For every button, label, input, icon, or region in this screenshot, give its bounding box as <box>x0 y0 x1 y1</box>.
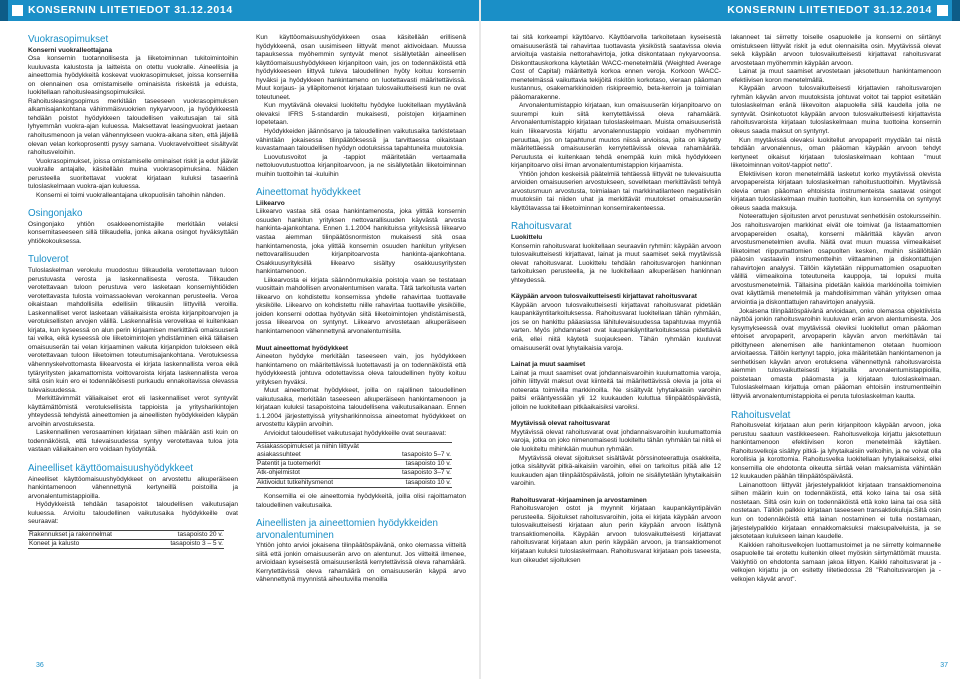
table-cell-value: tasapoisto 10 v. <box>401 478 452 487</box>
subheading-lainat: Lainat ja muut saamiset <box>511 361 586 369</box>
subheading-myytavissa: Myytävissä olevat rahoitusvarat <box>511 420 610 428</box>
paragraph: Efektiivisen koron menetelmällä lasketut korko myytävissä olevista arvopapereista kirjataan tuloslaskelman rahoitustuottoihin. Myytävissä olevia oman pääoman ehtoisista instrumenteista saatavat osingot kirjataan tuloslaskelmaan muihin tuottoihin, kun konsernilla on syntynyt oikeus saada maksuja. <box>731 170 941 212</box>
header-right-title: KONSERNIN LIITETIEDOT 31.12.2014 <box>727 4 932 16</box>
paragraph: Hyödykkeistä tehdään tasapoistot taloudellisen vaikutusajan kuluessa. Arvioitu taloudellinen vaikutusaika hyödykkeille ovat seuraavat: <box>28 501 238 526</box>
subheading-liikearvo: Liikearvo <box>256 199 285 207</box>
paragraph: Käypään arvoon tulosvaikutteisesti kirjattavien rahoitusvarojen ryhmän käyvän arvon muutoksista johtuvat voitot tai tappiot esitetään tuloslaskelman eränä liikevoiton alapuolella sillä kaudella jolla ne syntyvät. Osinkotuotot käypään arvoon tulosvaikutteisesti kirjattavista rahoitusvaroista kirjataan tuloslaskelmaan muina tuottoina konsernin oikeus saada maksut on syntynyt. <box>731 85 941 136</box>
page-spine <box>479 0 481 679</box>
paragraph: Jokaisena tilinpäätöspäivänä arvioidaan, onko olemassa objektiivista näyttöä jonkin rahoitusvaroihin kuuluvan erän arvon alentumisesta. Jos kysymykseessä ovat myytävissä oleviksi luokitellut oman pääoman ehtoiset arvopaperit, arvopaperin käyvän arvon merkittävän tai pitkittyneen alenemisen alle hankintamenon otetaan huomioon arvioitaessa. Tällöin kertynyt tappio, joka määritetään hankintamenon ja senhetkisen käyvän arvon erotuksena vähennettynä rahoitusvaroista aiemmin tulosvaikutteisesti kirjatuilla arvonalentumistappioilla, poistetaan omasta pääomasta ja kirjataan tuloslaskelmaan. Tuloslaskelmaan kirjattuja oman pääoman ehtoisiin instrumentteihin liittyviä arvonalentumistappioita ei peruta tuloslaskelman kautta. <box>731 307 941 400</box>
paragraph: Kun myytävänä olevaksi luokiteltu hyödyke luokitellaan myytävänä olevaksi IFRS 5-standardin mukaisesti, poistojen kirjaaminen lopetetaan. <box>256 102 466 127</box>
table-cell-label: Rakennukset ja rakennelmat <box>28 530 147 539</box>
header-right-square <box>937 5 948 16</box>
paragraph: Vuokrasopimukset, joissa omistamiselle ominaiset riskit ja edut jäävät vuokralle antajalle, käsitellään muina vuokrasopimuksina. Näiden perusteella suoritettavat vuokrat kirjataan kuluksi tasaerinä tuloslaskelmaan vuokra-ajan kuluessa. <box>28 157 238 191</box>
paragraph: Myytävissä olevat sijoitukset sisältävät pörssinoteerattuja osakkeita, jotka sisältyvät pitkä-aikaisiin varoihin, ellei on tarkoitus pitää alle 12 kuukauden ajan tilinpäätöspäivästä, jolloin ne sisällytetään lyhytaikaisiin varoihin. <box>511 454 721 488</box>
table-cell-value: tasapoisto 3–7 v. <box>401 469 451 477</box>
table-row <box>256 469 452 478</box>
paragraph: Lainat ja muut saamiset ovat johdannaisvaroihin kuulumattomia varoja, joihin liittyvät maksut ovat kiinteitä tai määritettävissä olevia ja joita ei noteerata toimivilla markkinoilla. Ne sisältyvät lyhytaikaisiin varoihin paitsi erääntyessään yli 12 kuukauden kuluttua tilinpäätöspäivästä, jolloin ne luokitellaan pitkäaikaisiksi varoiksi. <box>511 369 721 411</box>
paragraph: Konsernilla ei ole aineettomia hyödykkeitä, joilla olisi rajoittamaton taloudellinen vaikutusaika. <box>256 493 466 509</box>
paragraph: Yhtiön johdon keskeisiä päätelmiä tehtäessä liittyvät ne tulevaisuutta arvioiden omaisuuserien arvostukseen, sovelletaan merkittävästi tehtyä arvostusmuun arvostusta, toimialaan tai markkinatilanteen negatiivisiin muutoksiin tai niiden uhat ja merkittävät muutokset omaisuuserän käyttötavassa tai liiketoiminnan konsernirakenteessa. <box>511 170 721 212</box>
table-cell-label: Patentit ja tuotemerkit <box>256 460 401 469</box>
paragraph: Noteerattujen sijoitusten arvot perustuvat senhetkisiin ostokursseihin. Jos rahoitusvarojen markkinat eivät ole toimivat (ja listaamattomien arvopapereiden osalta), konserni määrittää käyvän arvon arvostusmenetelmien avulla. Näitä ovat muun muassa viimeaikaiset liiketoimet riippumattomien osapuolten kesken, muihin sisällöltään pääosin vastaaviin instrumentteihin viittaaminen ja diskontattujen rahavirtojen analyysi. Tällöin käytetään niippumattomien osapuolten välillä viimeaikoina toteutuneita kauppoja, tai lopuksi muita arvostusmenetelmiä. Tällaisina pidetään kaikkia markkinoilla toimivien ovat käyttämiä menetelmiä ja mahdollisimman vähän yrityksen omaa arviointia ja diskonttattujen rahavirtojen analyysiä. <box>731 213 941 306</box>
paragraph: Osa konsernin tuotannollisesta ja liiketoiminnan tukitoimintoihin kuuluvasta kalustosta ja laitteista on otettu vuokralle. Aineellisia ja aineettomia hyödykkeitä koskevat vuokrasopimukset, joissa konsernilla on olennainen osa omistamiselle ominaisista riskeistä ja eduista, luokitellaan rahoitusleasingsopimuksiksi. <box>28 55 238 97</box>
table-row <box>256 442 452 460</box>
subheading-luokittelu: Luokittelu <box>511 233 543 241</box>
paragraph: Kaikkien rahoitusvelkojen luottamustoimet ja ne siirretty kolmannelle osapuolelle tai erotettu kuitenkin olleet myöskin siirtymättömät muusta. Vakiyhtiö on ehdotonta samaan jakoa liittyen. Kaikki rahoitusvarat ja -velkojen kirjattu ja on esitetty liitetiedossa 28 "Rahoitusvarojen ja -velkojen käyvät arvot". <box>731 541 941 583</box>
header-left <box>0 0 479 21</box>
paragraph: Rahoitusvelat kirjataan alun perin kirjanpitoon käypään arvoon, joka perustuu saatuun vastikkeeseen. Rahoitusvelkoja kirjattu jaksotettuun hankintamenoon efektiivisen koron menetelmää käyttäen. Rahoitusvelkoja sisältyy pitkä- ja lyhytaikaisiin velkoihin, ja ne voivat olla korollisia ja korottomia. Rahoitusvelka luokitellaan lyhytaikaiseksi, ellei konsernilla ole ehdotonta oikeutta siirtää velan maksamista vähintään 12 kuukauden päähän tilinpäätöspäivästä. <box>731 422 941 481</box>
paragraph: Lainat ja muut saamiset arvostetaan jaksotettuun hankintamenoon efektiivisen koron menetelmällä. <box>731 68 941 84</box>
header-left-title: KONSERNIN LIITETIEDOT 31.12.2014 <box>28 4 233 16</box>
heading-arvonalentuminen: Aineellisten ja aineettomien hyödykkeiden arvonalentuminen <box>256 518 438 541</box>
heading-rahoitusvarat: Rahoitusvarat <box>511 221 572 233</box>
paragraph: tai sitä korkeampi käyttöarvo. Käyttöarvolla tarkoitetaan kyseisestä omaisuuserästä tai rahavirtaa tuottavasta yksiköstä saatavissa olevia arvioituja vastaisia nettorahavirtoja, jotka diskontataan nykyarvoonsa. Diskonttauskorkona käytetään WACC-menetelmällä (Weighted Average Cost of Capital) määritettyä korkoa ennen veroja. Korkoon WACC-menetelmässä vaikuttavia tekijöitä riskitön korkotaso, vieraan pääoman kustannus, osakemarkkinoiden riskipreemio, beta-kerroin ja toimialan pääomarakenne. <box>511 34 721 101</box>
table-cell-value: tasapoisto 3 – 5 v. <box>147 540 224 549</box>
page-number-left: 36 <box>36 662 44 669</box>
heading-aineettomat: Aineettomat hyödykkeet <box>256 187 361 199</box>
paragraph: Konserni ei toimi vuokralleantajana ulkopuolisiin tahoihin nähden. <box>36 191 226 199</box>
paragraph: Arvonalentumistappio kirjataan, kun omaisuuserän kirjanpitoarvo on suurempi kuin siitä kerrytettävissä oleva rahamäärä. Arvonalentumistappio kirjataan tuloslaskelmaan. Muista omaisuuseristä kuin liikearvosta kirjattu arvonalennustappio voidaan myöhemmin peruuttaa, jos on tapahtunut muutos niissä arvioissa, joita on käytetty määritettäessä omaisuuserän kerrytettävissä olevaa rahamäärää. Peruutusta ei kuitenkaan tehdä enempää kuin mikä hyödykkeen kirjanpitoarvo olisi ilman arvonalentumistappion kirjaamista. <box>511 102 721 170</box>
table-cell-value: tasapoisto 5–7 v. <box>401 442 452 460</box>
paragraph: Lainanottoon liittyvät järjestelypalkkiot kirjataan transaktiomenoina siihen määrin kuin on todennäköistä, että koko laina tai osa siitä nostetaan. Siltä osin kuin on todennäköistä että koko laina tai osa siitä nostetaan. Tällöin palkkio kirjataan taseeseen transaktiokuluja.Siltä osin kun on todennäköistä että lainan nostaminen ei tulla nostamaan, järjestelypalkkio kirjataan ennakkomaksuksi maksupalveluista, ja se jaksotetaan kulukseen lainan kaudelle. <box>731 481 941 541</box>
paragraph: Tuloslaskelman verokulu muodostuu tilikaudella verotettavaan tuloon perustuvasta verosta ja laskennallisesta verosta. Tilikauden verotettavaan tuloon perustuva vero lasketaan konserniyhtiöiden verotettavasta tulosta voimassaolevan verokannan perusteella. Veroa oikaistaan mahdollisilla edellisiin tilikausiin liittyvillä veroilla. Laskennalliset verot lasketaan väliaikaisista eroista kirjanpitoarvojen ja verotuksellisten arvojen välillä. Laskennallisia verovelkaa ei kuitenkaan kirjata, kun kyseessä on alun perin kirjaamisen merkittävä omaisuuserä tai velka, eikä kyseessä ole liiketoimintojen yhdistäminen eikä tällaisen omaisuuserän tai velan kirjaaminen vaikuta kirjanpidon tulokseen eikä verotettavaan tuloon liiketoimen toteutumisajankohtana. Verotuksessa vähennyskelvottomasta liikearvosta ei kirjata laskennallista veroa eikä tytäryritysten jakamattomista voittovaroista kirjata laskennallista veroa siltä osin kuin ero ei todennäköisesti purkaudu ennakoitavissa olevassa tulevaisuudessa. <box>28 266 238 394</box>
table-cell-label: Aktivoidut tutkehitysmenot <box>256 478 401 487</box>
depreciation-table-tangible <box>28 530 224 550</box>
column-1 <box>28 34 238 554</box>
paragraph: Konsernin rahoitusvarat luokitellaan seuraaviin ryhmiin: käypään arvoon tulosvaikutteisesti kirjattavat, lainat ja muut saamiset sekä myytävissä olevat rahoitusvarat. Luokittelu tehdään rahoitusvarojen hankinnan tarkoituksen perusteella, ja ne luokitellaan alkuperäisen hankinnan yhteydessä. <box>511 242 721 284</box>
page-number-right: 37 <box>940 662 948 669</box>
table-row <box>28 530 224 539</box>
table-cell-label: Atk-ohjelmistot <box>256 469 401 478</box>
heading-aineelliset: Aineelliset käyttöomaisuushyödykkeet <box>28 463 194 475</box>
table-row <box>28 540 224 549</box>
paragraph: Laskennallinen verosaaminen kirjataan siihen määrään asti kuin on todennäköistä, että tulevaisuudessa syntyy verotettavaa tuloa jota vastaan väliaikainen ero voidaan hyödyntää. <box>28 429 238 454</box>
header-right <box>481 0 960 21</box>
subheading-muut-aineettomat: Muut aineettomat hyödykkeet <box>256 344 349 352</box>
paragraph: Muut aineettomat hyödykkeet, joilla on rajallinen taloudellinen vaikutusaika, merkitään taseeseen alkuperäiseen hankintamenoon ja kirjataan kuluksi tasapoistoina taloudellisena vaikutusaikanaan. Ennen 1.1.2004 järjestettyissä yritysharikinnoissa aineetomat hyödykkeet on arvostettu käypiin arvoihin. <box>256 387 466 429</box>
table-cell-value: tasapoisto 20 v. <box>147 530 224 539</box>
paragraph: Arvioidut taloudelliset vaikutusajat hyödykkeille ovat seuraavat: <box>264 430 447 438</box>
paragraph: Kun käyttöomaisuushyödykkeen osaa käsitellään erillisenä hyödykkeenä, osan uusimiseen liittyvät menot aktivoidaan. Muussa tapauksessa myöhemmin syntyvät menot sisällytetään aineellisen käyttöomaisuushyödykkeen kirjanpitoon vain, jos on todennäköistä että hyödykkeeseen liittyvä tuleva taloudellinen hyöty koituu konsernin hyväksi ja hyödykkeen hankintameno on luotettavasti määritettävissä. Muut korjaus- ja ylläpitomenot kirjataan tulosvaikutteisesti kun ne ovat toteutuneet. <box>256 34 466 101</box>
table-row <box>256 460 452 469</box>
column-2 <box>256 34 466 585</box>
table-cell-label: Asiakassopimukset ja niihin liittyvät asiakassuhteet <box>256 442 401 460</box>
paragraph: Aineeton hyödyke merkitään taseeseen vain, jos hyödykkeen hankintameno on määritettävissä luotettavasti ja on todennäköistä että hyödykkeestä johtuva odotettavissa oleva taloudellinen hyöty koituu yrityksen hyväksi. <box>256 353 466 386</box>
header-left-bar <box>0 0 8 21</box>
paragraph: Kun myytävissä olevaksi luokitellut arvopaperit myydään tai niistä tehdään arvonalennus, oman pääoman käypään arvoon tehdyt kertyneet oikaisut kirjataan tuloslaskelmaan kohtaan "muut liiketoiminnan voitot/-tappiot netto". <box>731 136 941 170</box>
table-row <box>256 478 452 487</box>
heading-tuloverot: Tuloverot <box>28 254 69 266</box>
column-3 <box>511 34 721 565</box>
header-left-square <box>12 5 23 16</box>
paragraph: lakanneet tai siirretty toiselle osapuolelle ja konserni on siirtänyt omistukseen liittyvät riskit ja edut olennaisilta osin. Myytävissä olevat sekä käypään arvoon tulosvaikutteisesti kirjattavat rahoitusvarat arvostetaan myöhemmin käypään arvoon. <box>731 34 941 67</box>
header-right-bar <box>952 0 960 21</box>
depreciation-table-intangible <box>256 442 452 488</box>
paragraph: Aineelliset käyttöomaisuushyödykkeet on arvostettu alkuperäiseen hankintamenoon vähennettynä kertyneillä poistoilla ja arvonalentumistappioilla. <box>28 475 238 500</box>
paragraph: Liikearvosta ei kirjata säännönmukaisia poistoja vaan se testataan vuosittain mahdollisen arvonalentumisen varalta. Tätä tarkoitusta varten liikearvo on kohdistettu konsernissa yhdelle rahavirtaa tuottavalle yksikölle. Liikearvo on kohdistettu niille rahavirtaa tuottaville yksiköille, joiden konserni odottaa hyötyvän siitä liiketoimintojen yhdistämisestä, jossa liikearvoa on syntynyt. Liikearvo arvostetaan alkuperäiseen hankintamenoon vähennettynä arvonalentumisilla. <box>256 276 466 335</box>
paragraph: Hyödykkeiden jäännösarvo ja taloudellinen vaikutusaika tarkistetaan vähintään jokaisessa tilinpäätöksessä ja tarvittaessa oikaistaan kuvastamaan taloudellisen hyödyn odotuksissa tapahtuneita muutoksia. <box>256 128 466 153</box>
paragraph: Liikearvo vastaa sitä osaa hankintamenosta, joka ylittää konsernin osuuden hankitun yrityksen nettovarallisuuden käyvästä arvosta hankinta-ajankohtana. Ennen 1.1.2004 hankituissa yrityksissä liikearvo vastaa aiemman tilinpäätösnormiston mukaisesti sitä osaa hankintamenosta, joka ylittää konsernin osuuden hankitun yrityksen nettovarallisuuden kirjanpitoarvosta hankinta-ajankohtana. Osakkuusyrityksillä liikearvo sisältyy osakkuusyritysten hankintamenoon. <box>256 208 466 276</box>
subheading-kaypaan-arvoon: Käypään arvoon tulosvaikutteisesti kirjattavat rahoitusvarat <box>511 293 697 301</box>
heading-rahoitusvelat: Rahoitusvelat <box>731 409 791 421</box>
column-4 <box>731 34 941 584</box>
paragraph: Osingonjako yhtiön osakkeenomistajille merkitään velaksi konsernitaseeseen sillä tilikaudella, jonka aikana osingot hyväksyttään yhtiökokouksessa. <box>28 220 238 245</box>
table-cell-label: Koneet ja kalusto <box>28 540 147 549</box>
paragraph: Luovutusvoitot ja -tappiot määritetään vertaamalla nettoluovutustuottoa kirjanpitoarvoon, ja ne sisällytetään liiketoiminnan muihin tuottoihin tai -kuluihin <box>256 153 466 178</box>
paragraph: Rahoitusvarojen ostot ja myynnit kirjataan kaupankäyntipäivän perusteella. Sijoitukset rahoitusvaroihin, joita ei kirjata käypään arvoon tulosvaikutteisesti kirjataan alun perin käypään arvoon lisättynä transaktiomenoilla. Käypään arvoon tulosvaikutteisesti kirjattavat rahoitusvarat kirjataan alun perin käypään arvoon, ja transaktiomenot kirjataan kuluksi tuloslaskelmaan. Rahoitusvarat kirjataan pois taseesta, kun oikeudet sijoituksen <box>511 505 721 564</box>
paragraph: Yhtiön johto arvioi jokaisena tilinpäätöspäivänä, onko olemassa viitteitä siitä että jonkin omaisuuserän arvo on alentunut. Jos viitteitä ilmenee, arvioidaan kyseisestä omaisuuserästä kerrytettävissä oleva rahamäärä. Kerrytettävissä oleva rahamäärä on omaisuuserän käypä arvo vähennettynä myynnistä aiheutuvilla menoilla <box>256 542 466 584</box>
paragraph: Merkittävimmät väliaikaiset erot eli laskennalliset verot syntyvät käyttämättömistä verotuksellisista tappioista ja yritysharikintojen yhteydessä tehdyistä aineettomien ja aineellisten hyödykkeiden käypän arvoihin arvostuksesta. <box>28 395 238 428</box>
subheading-vuokralleottajana: Konserni vuokralleottajana <box>28 46 113 54</box>
heading-vuokrasopimukset: Vuokrasopimukset <box>28 34 109 45</box>
table-cell-value: tasapoisto 10 v. <box>401 460 452 469</box>
subheading-kirjaaminen: Rahoitusvarat -kirjaaminen ja arvostaminen <box>511 496 647 504</box>
paragraph: Käypään arvoon tulosvaikutteisesti kirjattavat rahoitusvarat pidetään kaupankäyntitarkoituksessa. Rahoitusvarat luokitellaan tähän ryhmään, jos se on hankittu pääasiassa lähitulevaisuudessa tapahtuvaa myyntiä varten. Myös johdannaiset ovat kaupankäyntitarkoituksessa pidettäviä eriä, ellei niitä käytetä suojaukseen. Tähän ryhmään kuuluvat omaisuuserät ovat lyhytaikaisia varoja. <box>511 301 721 352</box>
heading-osingonjako: Osingonjako <box>28 208 83 220</box>
paragraph: Myytävissä olevat rahoitusvarat ovat johdannaisvaroihin kuulumattomia varoja, jotka on joko nimenomaisesti luokiteltu tähän ryhmään tai niitä ei ole luokiteltu mihinkään muuhun ryhmään. <box>511 428 721 454</box>
paragraph: Rahoitusleasingsopimus merkitään taseeseen vuokrasopimuksen alkamisajankohtana vähimmäisvuokrien nykyarvoon, ja hyödykkeestä tehdään poistot hyödykkeen taloudellisen vaikutusajan tai sitä lyhyemmän vuokra-ajan kuluessa. Maksettavat leasingvuokrat jaetaan rahoitusmenoon ja velan vähennykseen vuokra-aikana siten, että jäljellä olevan velan korkoprosentti pysyy samana. Vuokravelvoitteet sisältyvät rahoitusveloihin. <box>28 97 238 157</box>
